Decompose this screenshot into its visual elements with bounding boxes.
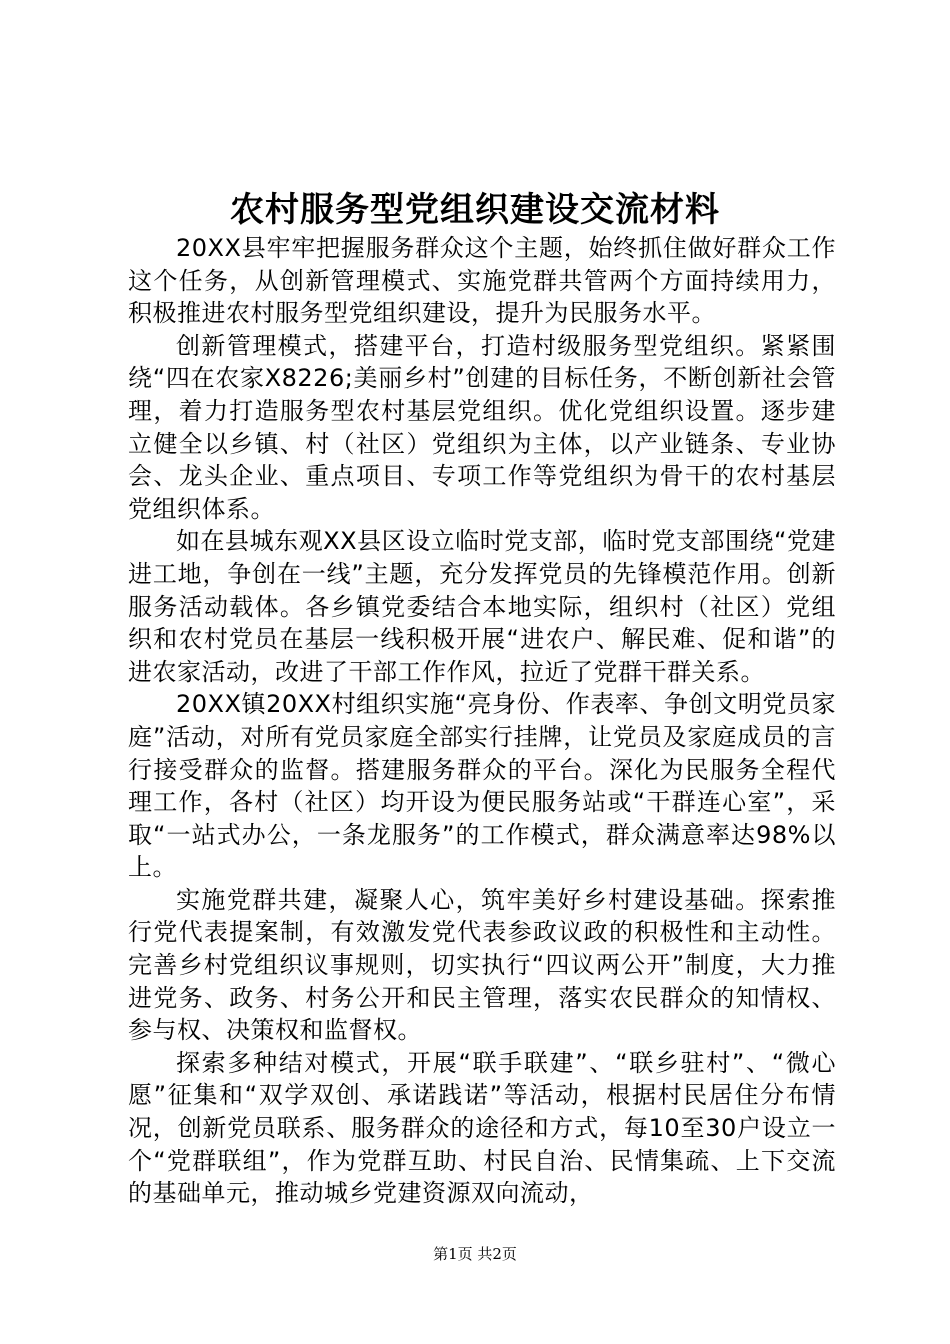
- paragraph-5: 实施党群共建，凝聚人心，筑牢美好乡村建设基础。探索推行党代表提案制，有效激发党代表参政议政的积极性和主动性。完善乡村党组织议事规则，切实执行“四议两公开”制度，大力推进党务、政务、村务公开和民主管理，落实农民群众的知情权、参与权、决策权和监督权。: [128, 885, 836, 1045]
- document-body: [128, 232, 836, 1210]
- paragraph-6: 探索多种结对模式，开展“联手联建”、“联乡驻村”、“微心愿”征集和“双学双创、承诺践诺”等活动，根据村民居住分布情况，创新党员联系、服务群众的途径和方式，每10至30户设立一个“党群联组”，作为党群互助、村民自治、民情集疏、上下交流的基础单元，推动城乡党建资源双向流动，: [128, 1048, 836, 1208]
- paragraph-2: 创新管理模式，搭建平台，打造村级服务型党组织。紧紧围绕“四在农家X8226;美丽乡村”创建的目标任务，不断创新社会管理，着力打造服务型农村基层党组织。优化党组织设置。逐步建立健全以乡镇、村（社区）党组织为主体，以产业链条、专业协会、龙头企业、重点项目、专项工作等党组织为骨干的农村基层党组织体系。: [128, 331, 836, 523]
- document-title: 农村服务型党组织建设交流材料: [230, 190, 720, 230]
- page-number-footer: 第1页 共2页: [433, 1245, 517, 1263]
- paragraph-4: 20XX镇20XX村组织实施“亮身份、作表率、争创文明党员家庭”活动，对所有党员家庭全部实行挂牌，让党员及家庭成员的言行接受群众的监督。搭建服务群众的平台。深化为民服务全程代理工作，各村（社区）均开设为便民服务站或“干群连心室”，采取“一站式办公，一条龙服务”的工作模式，群众满意率达98%以上。: [128, 690, 836, 882]
- paragraph-1: 20XX县牢牢把握服务群众这个主题，始终抓住做好群众工作这个任务，从创新管理模式、实施党群共管两个方面持续用力，积极推进农村服务型党组织建设，提升为民服务水平。: [128, 234, 836, 328]
- paragraph-3: 如在县城东观XX县区设立临时党支部，临时党支部围绕“党建进工地，争创在一线”主题，充分发挥党员的先锋模范作用。创新服务活动载体。各乡镇党委结合本地实际，组织村（社区）党组织和农村党员在基层一线积极开展“进农户、解民难、促和谐”的进农家活动，改进了干部工作作风，拉近了党群干群关系。: [128, 527, 836, 686]
